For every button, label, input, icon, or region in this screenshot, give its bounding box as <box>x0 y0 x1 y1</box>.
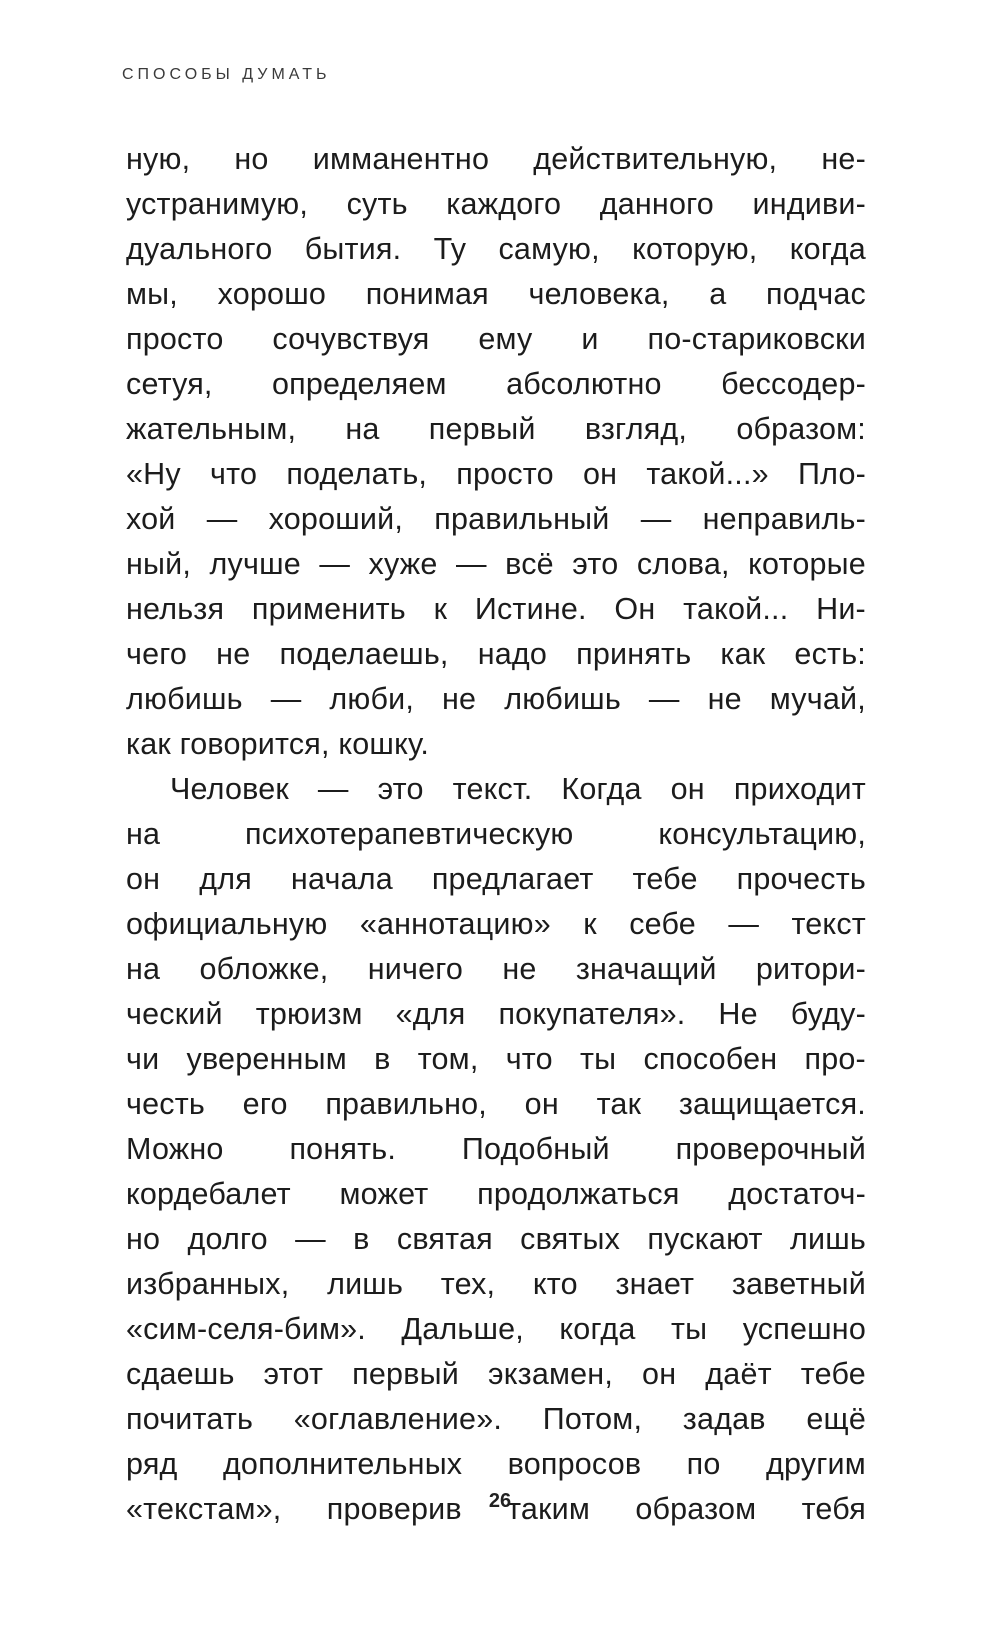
text-line: избранных, лишь тех, кто знает заветный <box>126 1267 866 1301</box>
text-line: но долго — в святая святых пускают лишь <box>126 1222 866 1256</box>
text-line: ную, но имманентно действительную, не- <box>126 142 866 176</box>
text-line: мы, хорошо понимая человека, а подчас <box>126 277 866 311</box>
text-line: сдаешь этот первый экзамен, он даёт тебе <box>126 1357 866 1391</box>
text-line: дуального бытия. Ту самую, которую, когда <box>126 232 866 266</box>
text-line: ный, лучше — хуже — всё это слова, которые <box>126 547 866 581</box>
text-line: ческий трюизм «для покупателя». Не буду- <box>126 997 866 1031</box>
text-line: честь его правильно, он так защищается. <box>126 1087 866 1121</box>
text-line: нельзя применить к Истине. Он такой... Ни- <box>126 592 866 626</box>
text-line: «Ну что поделать, просто он такой...» Пло- <box>126 457 866 491</box>
text-line: просто сочувствуя ему и по-стариковски <box>126 322 866 356</box>
text-line-paragraph-start: Человек — это текст. Когда он приходит <box>170 772 866 806</box>
text-line: любишь — люби, не любишь — не мучай, <box>126 682 866 716</box>
text-line: чего не поделаешь, надо принять как есть: <box>126 637 866 671</box>
text-line: почитать «оглавление». Потом, задав ещё <box>126 1402 866 1436</box>
text-line: Можно понять. Подобный проверочный <box>126 1132 866 1166</box>
text-line: на психотерапевтическую консультацию, <box>126 817 866 851</box>
text-line: ряд дополнительных вопросов по другим <box>126 1447 866 1481</box>
text-line: хой — хороший, правильный — неправиль- <box>126 502 866 536</box>
text-line: сетуя, определяем абсолютно бессодер- <box>126 367 866 401</box>
text-line: на обложке, ничего не значащий ритори- <box>126 952 866 986</box>
text-line: официальную «аннотацию» к себе — текст <box>126 907 866 941</box>
text-line: чи уверенным в том, что ты способен про- <box>126 1042 866 1076</box>
running-head: СПОСОБЫ ДУМАТЬ <box>122 66 331 83</box>
text-line: «сим-селя-бим». Дальше, когда ты успешно <box>126 1312 866 1346</box>
text-line: кордебалет может продолжаться достаточ- <box>126 1177 866 1211</box>
text-line: жательным, на первый взгляд, образом: <box>126 412 866 446</box>
body-text <box>126 137 866 1532</box>
text-line: «текстам», проверив таким образом тебя <box>126 1492 866 1526</box>
page-number: 26 <box>488 1490 512 1512</box>
text-line: устранимую, суть каждого данного индиви- <box>126 187 866 221</box>
text-line-paragraph-end: как говорится, кошку. <box>126 727 430 761</box>
text-line: он для начала предлагает тебе прочесть <box>126 862 866 896</box>
